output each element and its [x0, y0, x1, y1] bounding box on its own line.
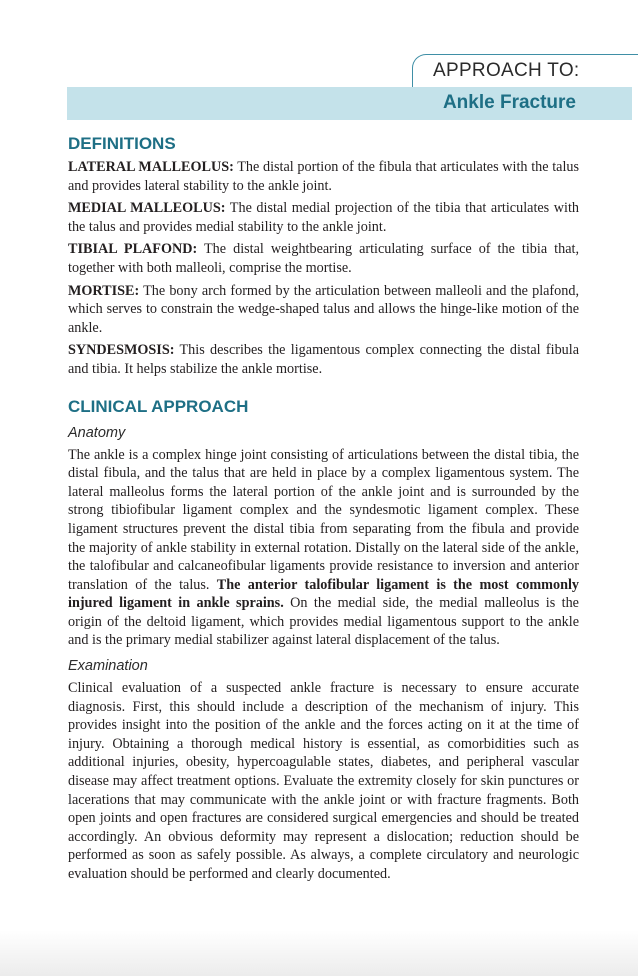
examination-subheading: Examination [68, 658, 148, 675]
definition-term: MORTISE: [68, 282, 140, 299]
page-bottom-shade [0, 930, 638, 976]
definition-text: The distal portion of the fibula that articulates with the talus and provides lateral stability to the ankle joint. [68, 159, 580, 194]
anatomy-text-bold: The anterior talofibular ligament is the most commonly injured ligament in ankle sprains. [68, 576, 579, 612]
chapter-title: Ankle Fracture [442, 92, 576, 113]
anatomy-text-before: The ankle is a complex hinge joint consisting of articulations between the distal tibia, the distal fibula, and the talus that are held in place by a complex ligamentous system. The lateral malleolus forms the lateral portion of the ankle joint and is surrounded by the strong tibiofibular ligament complex and the syndesmotic ligament complex. These ligament structures prevent the distal tibia from separating from the fibula and provide the majority of ankle stability in external rotation. Distally on the lateral side of the ankle, the talofibular and calcaneofibular ligaments provide resistance to inversion and anterior translation of the talus. [68, 446, 579, 593]
anatomy-paragraph [68, 446, 579, 651]
page-content [68, 134, 579, 890]
approach-label: APPROACH TO: [433, 60, 580, 81]
definition-tibial-plafond [68, 240, 579, 277]
clinical-approach-heading: CLINICAL APPROACH [68, 396, 249, 416]
definitions-heading: DEFINITIONS [68, 134, 176, 153]
definition-syndesmosis [68, 341, 579, 378]
examination-paragraph: Clinical evaluation of a suspected ankle fracture is necessary to ensure accurate diagnosis. First, this should include a description of the mechanism of injury. This provides insight into the position of the ankle and the forces acting on it at the time of injury. Obtaining a thorough medical history is essential, as comorbidities such as additional injuries, obesity, hypercoagulable states, diabetes, and peripheral vascular disease may affect treatment options. Evaluate the extremity closely for skin punctures or lacerations that may communicate with the ankle joint or with fracture fragments. Both open joints and open fractures are considered surgical emergencies and should be treated accordingly. An obvious deformity may represent a dislocation; reduction should be performed as soon as safely possible. As always, a complete circulatory and neurologic evaluation should be performed and clearly documented. [68, 680, 579, 882]
definition-term: TIBIAL PLAFOND: [68, 241, 198, 258]
definition-term: LATERAL MALLEOLUS: [68, 159, 234, 175]
definition-lateral-malleolus [68, 158, 579, 195]
definition-text: This describes the ligamentous complex connecting the distal fibula and tibia. It helps stabilize the ankle mortise. [68, 342, 579, 377]
definition-medial-malleolus [68, 199, 579, 236]
definition-term: MEDIAL MALLEOLUS: [68, 200, 226, 217]
definition-term: SYNDESMOSIS: [68, 342, 175, 359]
definition-mortise [68, 282, 579, 338]
anatomy-subheading: Anatomy [68, 424, 126, 441]
definition-text: The distal weightbearing articulating surface of the tibia that, together with both malleoli, comprise the mortise. [68, 241, 580, 276]
definition-text: The distal medial projection of the tibia that articulates with the talus and provides medial stability to the ankle joint. [68, 200, 579, 235]
definition-text: The bony arch formed by the articulation between malleoli and the plafond, which serves to constrain the wedge-shaped talus and allows the hinge-like motion of the ankle. [68, 282, 579, 336]
anatomy-text-after: On the medial side, the medial malleolus is the origin of the deltoid ligament, which provides medial ligamentous support to the ankle and is the primary medial stabilizer against lateral displacement of the talus. [68, 595, 579, 649]
